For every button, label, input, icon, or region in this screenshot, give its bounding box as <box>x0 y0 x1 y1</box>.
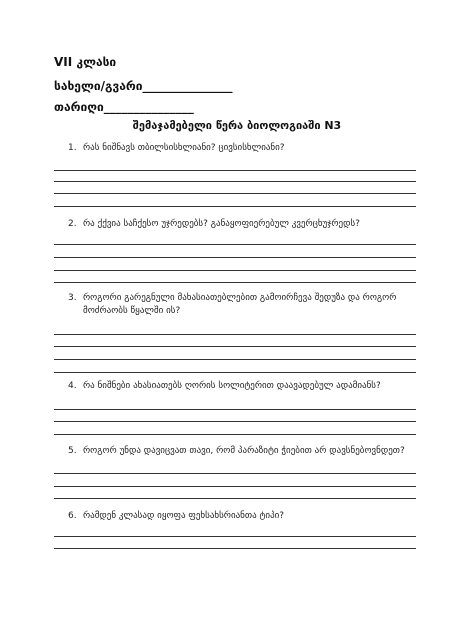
question-3 <box>68 292 418 318</box>
question-number: 3. <box>68 293 77 303</box>
answer-line <box>54 548 416 549</box>
question-text: რას ნიშნავს თბილსისხლიანი? ცივსისხლიანი? <box>83 143 285 153</box>
question-text: რა ნიშნები ახასიათებს ღორის სოლიტერით დაავადებულ ადამიანს? <box>83 381 381 391</box>
answer-line <box>54 372 416 373</box>
answer-line <box>54 536 416 537</box>
answer-line <box>54 434 416 435</box>
answer-line <box>54 282 416 283</box>
question-2 <box>68 218 418 231</box>
answer-line <box>54 170 416 171</box>
answer-line <box>54 486 416 487</box>
question-number: 2. <box>68 219 77 229</box>
answer-line <box>54 206 416 207</box>
answer-line <box>54 193 416 194</box>
date-field-label: თარიღი_______________ <box>54 100 194 114</box>
answer-line <box>54 257 416 258</box>
class-label: VII კლასი <box>54 55 117 69</box>
answer-line <box>54 346 416 347</box>
page-title: შემაჯამებელი წერა ბიოლოგიაში N3 <box>132 119 342 132</box>
answer-line <box>54 244 416 245</box>
question-number: 4. <box>68 381 77 391</box>
question-1 <box>68 142 418 155</box>
answer-line <box>54 334 416 335</box>
question-number: 6. <box>68 511 77 521</box>
name-field-label: სახელი/გვარი_______________ <box>54 79 233 93</box>
answer-line <box>54 473 416 474</box>
question-6 <box>68 510 418 523</box>
answer-line <box>54 181 416 182</box>
question-5 <box>68 445 418 458</box>
answer-line <box>54 409 416 410</box>
question-4 <box>68 380 418 393</box>
question-text: რა ქქვია საჩქესო უჯრედებს? განაყოფიერებულ კვერცხუჯრედს? <box>83 219 360 229</box>
question-number: 5. <box>68 446 77 456</box>
question-text: რამდენ კლასად იყოფა ფეხსახსრიანთა ტიპი? <box>83 511 285 521</box>
answer-line <box>54 270 416 271</box>
question-number: 1. <box>68 143 77 153</box>
answer-line <box>54 498 416 499</box>
answer-line <box>54 359 416 360</box>
question-text: როგორი გარეგნული მახასიათებლებით გამოირჩევა შედუზა და როგორ <box>83 293 397 303</box>
answer-line <box>54 421 416 422</box>
question-text: როგორ უნდა დავიცვათ თავი, რომ პარაზიტი ჭიებით არ დავსნებოვნდეთ? <box>83 446 405 456</box>
question-text-continuation: მოძრაობს წყალში ის? <box>83 306 181 316</box>
